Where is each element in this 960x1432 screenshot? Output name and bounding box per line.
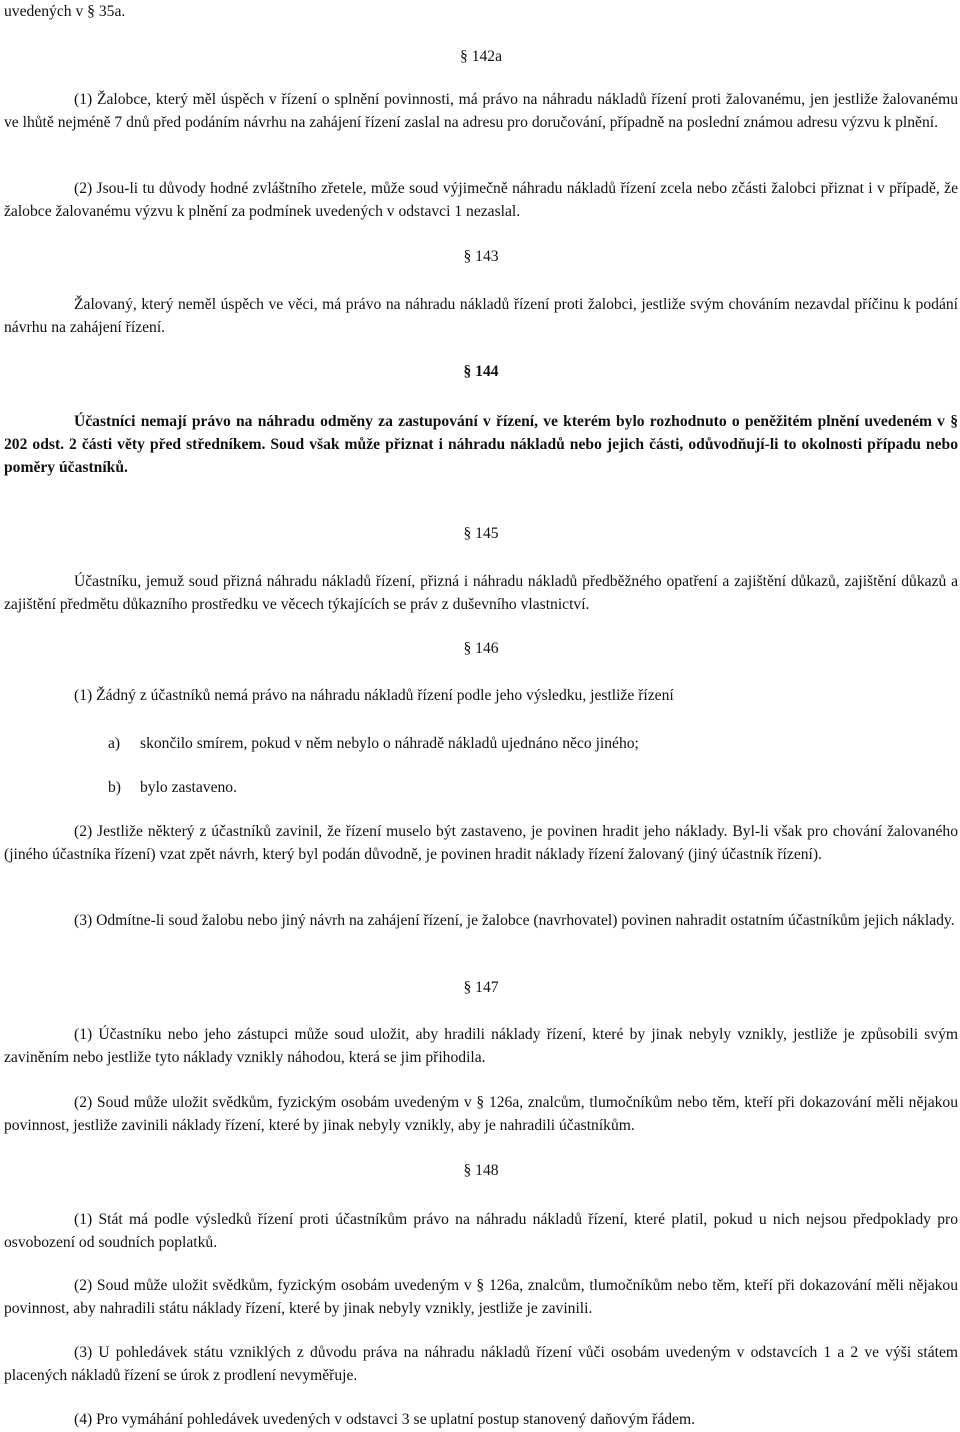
section-number: 146	[475, 640, 499, 657]
section-heading-146	[4, 637, 958, 660]
section-sign: §	[463, 363, 472, 380]
section-heading-148	[4, 1159, 958, 1182]
paragraph-147-2-text-b: 126a, znalcům, tlumočníkům nebo těm, kteří při dokazování měli nějakou povinnost, jestliže zavinili náklady řízení, které by jinak nebyly vznikly, aby je nahradili účastníkům.	[4, 1094, 959, 1134]
paragraph-144-text-b: 202 odst. 2 části věty před středníkem. Soud však může přiznat i náhradu nákladů nebo jejich části, odůvodňují-li to okolnosti případu nebo poměry účastníků.	[4, 436, 958, 476]
paragraph-146-1: (1) Žádný z účastníků nemá právo na náhradu nákladů řízení podle jeho výsledku, jestliže řízení	[74, 687, 674, 704]
section-heading-143	[4, 245, 958, 268]
section-number: 143	[475, 248, 499, 265]
paragraph-148-2	[4, 1274, 958, 1320]
paragraph-148-3: (3) U pohledávek státu vzniklých z důvodu práva na náhradu nákladů řízení vůči osobám uvedeným v odstavcích 1 a 2 ve výši státem placených nákladů řízení se úrok z prodlení nevyměřuje.	[4, 1344, 958, 1384]
list-item	[4, 732, 958, 755]
lead-reference: 35a.	[98, 3, 126, 20]
paragraph-144-text-a: Účastníci nemají právo na náhradu odměny za zastupování v řízení, ve kterém bylo rozhodnuto o peněžitém plnění uvedeném v	[74, 413, 945, 430]
paragraph-148-4: (4) Pro vymáhání pohledávek uvedených v odstavci 3 se uplatní postup stanovený daňovým řádem.	[74, 1411, 696, 1428]
list-item-text: bylo zastaveno.	[140, 779, 237, 796]
paragraph-145-1: Účastníku, jemuž soud přizná náhradu nákladů řízení, přizná i náhradu nákladů předběžného opatření a zajištění důkazů, zajištění důkazů a zajištění předmětu důkazního prostředku ve věcech týkajících se práv z duševního vlastnictví.	[4, 573, 958, 613]
section-sign: §	[463, 1162, 472, 1179]
list-item-text: skončilo smírem, pokud v něm nebylo o náhradě nákladů ujednáno něco jiného;	[140, 735, 639, 752]
section-sign: §	[476, 1277, 485, 1294]
section-sign: §	[463, 525, 472, 542]
section-heading-144	[4, 360, 958, 383]
section-sign: §	[463, 640, 472, 657]
paragraph-148-1: (1) Stát má podle výsledků řízení proti účastníkům právo na náhradu nákladů řízení, které platil, pokud u nich nejsou předpoklady pro osvobození od soudních poplatků.	[4, 1211, 958, 1251]
section-number: 148	[475, 1162, 499, 1179]
section-heading-147	[4, 976, 958, 999]
paragraph-144-1	[4, 410, 958, 479]
section-number: 145	[475, 525, 499, 542]
paragraph-146-2: (2) Jestliže některý z účastníků zavinil, že řízení muselo být zastaveno, je povinen hradit jeho náklady. Byl-li však pro chování žalovaného (jiného účastníka řízení) vzat zpět návrh, který byl podán důvodně, je povinen hradit náklady řízení žalovaný (jiný účastník řízení).	[4, 823, 958, 863]
section-sign: §	[463, 248, 472, 265]
paragraph-146-3: (3) Odmítne-li soud žalobu nebo jiný návrh na zahájení řízení, je žalobce (navrhovatel) povinen nahradit ostatním účastníkům jejich náklady.	[74, 912, 955, 929]
section-number: 147	[475, 979, 499, 996]
paragraph-142a-2: (2) Jsou-li tu důvody hodné zvláštního zřetele, může soud výjimečně náhradu nákladů řízení zcela nebo zčásti žalobci přiznat i v případě, že žalobce žalovanému výzvu k plnění za podmínek uvedených v odstavci 1 nezaslal.	[4, 180, 958, 220]
lead-fragment	[4, 0, 125, 23]
list-item	[4, 776, 958, 799]
paragraph-147-2	[4, 1091, 958, 1137]
paragraph-147-1: (1) Účastníku nebo jeho zástupci může soud uložit, aby hradili náklady řízení, které by jinak nebyly vznikly, jestliže je způsobili svým zaviněním nebo jestliže tyto náklady vznikly náhodou, která se jim přihodila.	[4, 1026, 958, 1066]
paragraph-147-2-text-a: (2) Soud může uložit svědkům, fyzickým osobám uvedeným v	[74, 1094, 472, 1111]
paragraph-148-2-text-a: (2) Soud může uložit svědkům, fyzickým osobám uvedeným v	[74, 1277, 472, 1294]
list-marker: b)	[108, 779, 121, 796]
section-heading-145	[4, 522, 958, 545]
section-sign: §	[459, 48, 468, 65]
list-marker: a)	[108, 735, 121, 752]
section-sign: §	[950, 413, 958, 430]
paragraph-148-2-text-b: 126a, znalcům, tlumočníkům nebo těm, kteří při dokazování měli nějakou povinnost, aby nahradili státu náklady řízení, které by jinak nebyly vznikly, jestliže je zavinili.	[4, 1277, 959, 1317]
lead-text: uvedených v	[4, 3, 84, 20]
section-number: 144	[475, 363, 499, 380]
section-number: 142a	[471, 48, 502, 65]
section-heading-142a	[4, 45, 958, 68]
paragraph-143-1: Žalovaný, který neměl úspěch ve věci, má právo na náhradu nákladů řízení proti žalobci, jestliže svým chováním nezavdal příčinu k podání návrhu na zahájení řízení.	[4, 296, 958, 336]
section-sign: §	[87, 3, 95, 20]
section-sign: §	[463, 979, 472, 996]
section-sign: §	[476, 1094, 485, 1111]
paragraph-142a-1: (1) Žalobce, který měl úspěch v řízení o splnění povinnosti, má právo na náhradu nákladů řízení proti žalovanému, jen jestliže žalovanému ve lhůtě nejméně 7 dnů před podáním návrhu na zahájení řízení zaslal na adresu pro doručování, případně na poslední známou adresu výzvu k plnění.	[4, 91, 958, 131]
